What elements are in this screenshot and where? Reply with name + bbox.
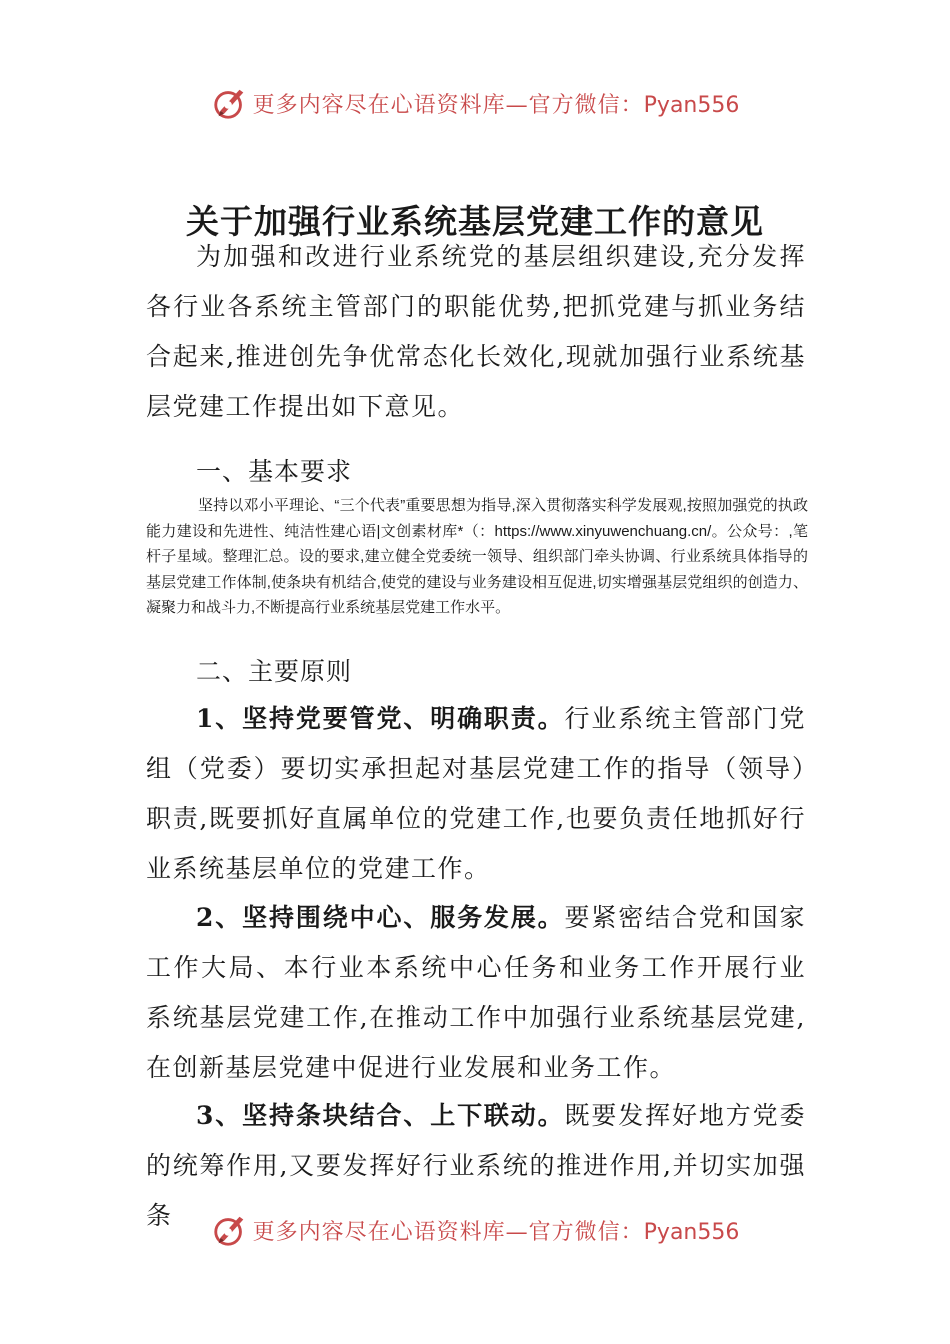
principle-1 xyxy=(146,694,806,894)
banner-wechat: Pyan556 xyxy=(643,92,740,118)
principle-1-text: 行业系统主管部门党组（党委）要切实承担起对基层党建工作的指导（领导）职责,既要抓好直属单位的党建工作,也要负责任地抓好行业系统基层单位的党建工作。 xyxy=(146,704,806,883)
section1-heading: 一、基本要求 xyxy=(196,457,353,486)
principle-3-lead: 3、坚持条块结合、上下联动。 xyxy=(196,1101,565,1130)
intro-paragraph: 为加强和改进行业系统党的基层组织建设,充分发挥各行业各系统主管部门的职能优势,把抓党建与抓业务结合起来,推进创先争优常态化长效化,现就加强行业系统基层党建工作提出如下意见。 xyxy=(146,242,806,421)
banner-text: 更多内容尽在心语资料库—官方微信：Pyan556 xyxy=(252,92,740,118)
principle-2 xyxy=(146,893,806,1093)
section2-heading: 二、主要原则 xyxy=(196,657,353,686)
footer-banner xyxy=(0,1208,950,1252)
section1-body: 坚持以邓小平理论、“三个代表”重要思想为指导,深入贯彻落实科学发展观,按照加强党的执政能力建设和先进性、纯洁性建心语|文创素材库*（：https://www.xinyuwenchuang.cn/。公众号：,笔杆子星域。整理汇总。设的要求,建立健全党委统一领导、组织部门牵头协调、行业系统具体指导的基层党建工作体制,使条块有机结合,使党的建设与业务建设相互促进,切实增强基层党组织的创造力、凝聚力和战斗力,不断提高行业系统基层党建工作水平。 xyxy=(146,497,808,616)
pen-logo-icon xyxy=(211,1211,249,1249)
principle-2-lead: 2、坚持围绕中心、服务发展。 xyxy=(196,903,565,932)
page-title: 关于加强行业系统基层党建工作的意见 xyxy=(186,202,764,241)
principle-1-lead: 1、坚持党要管党、明确职责。 xyxy=(196,704,565,733)
header-banner xyxy=(0,81,950,125)
pen-logo-icon xyxy=(211,84,249,122)
footer-banner-wechat: Pyan556 xyxy=(643,1219,740,1245)
principle-3-text: 既要发挥好地方党委的统筹作用,又要发挥好行业系统的推进作用,并切实加强条 xyxy=(146,1101,806,1230)
principle-2-text: 要紧密结合党和国家工作大局、本行业本系统中心任务和业务工作开展行业系统基层党建工作,在推动工作中加强行业系统基层党建,在创新基层党建中促进行业发展和业务工作。 xyxy=(146,903,806,1082)
footer-banner-text: 更多内容尽在心语资料库—官方微信：Pyan556 xyxy=(252,1219,740,1245)
